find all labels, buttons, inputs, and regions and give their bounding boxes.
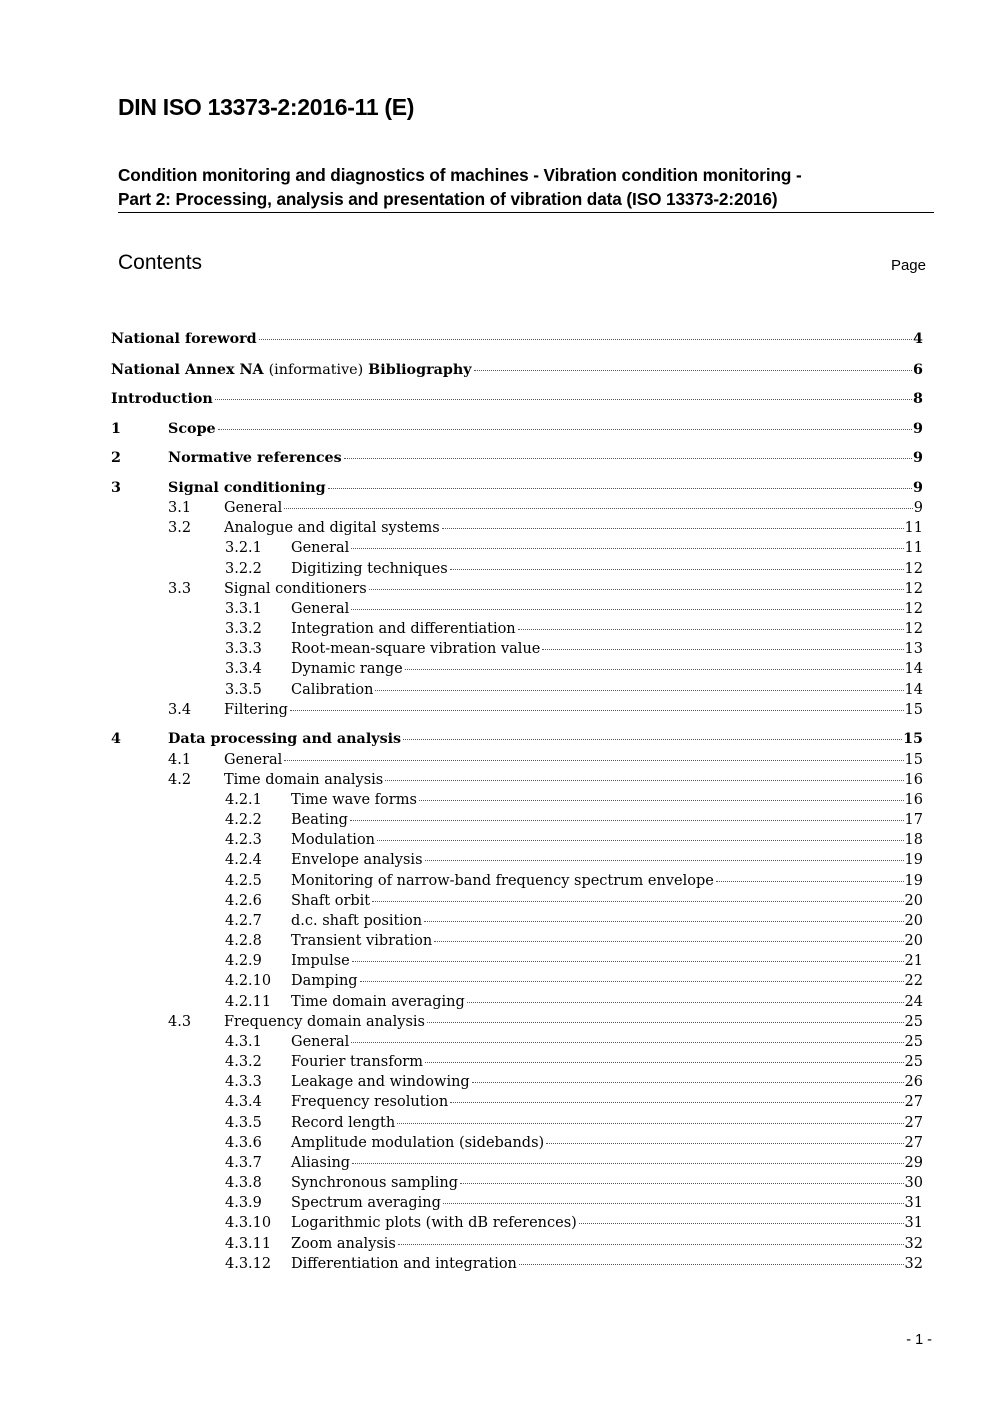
- toc-entry-number: 4.3: [168, 1014, 192, 1030]
- toc-entry-title: Signal conditioners: [224, 581, 367, 597]
- toc-entry-number: 4.2.2: [225, 812, 262, 828]
- toc-leader-dots: [424, 921, 903, 922]
- toc-leader-dots: [351, 609, 903, 610]
- toc-leader-dots: [474, 370, 912, 371]
- toc-entry-number: 3.1: [168, 500, 192, 516]
- toc-entry-number: 3.3: [168, 581, 192, 597]
- toc-entry-page: 12: [904, 601, 923, 617]
- toc-entry-page: 4: [913, 331, 923, 347]
- toc-leader-dots: [442, 528, 904, 529]
- toc-entry[interactable]: [111, 360, 923, 380]
- toc-entry-number: 3.3.2: [225, 621, 262, 637]
- toc-entry-title: Logarithmic plots (with dB references): [291, 1215, 577, 1231]
- toc-leader-dots: [351, 1042, 903, 1043]
- toc-leader-dots: [542, 649, 903, 650]
- toc-entry[interactable]: [225, 559, 923, 579]
- toc-entry-page: 22: [904, 973, 923, 989]
- toc-entry-title: Calibration: [291, 682, 374, 698]
- toc-entry-title: Dynamic range: [291, 661, 403, 677]
- toc-entry-title: Modulation: [291, 832, 376, 848]
- toc-entry-number: 4.2.5: [225, 873, 262, 889]
- toc-entry-number: 4.2.9: [225, 953, 262, 969]
- toc-entry[interactable]: [111, 389, 923, 409]
- toc-entry-page: 18: [904, 832, 923, 848]
- toc-entry-page: 15: [903, 731, 923, 747]
- toc-entry-title: Root-mean-square vibration value: [291, 641, 541, 657]
- toc-leader-dots: [284, 760, 903, 761]
- toc-entry-title: General: [224, 752, 283, 768]
- toc-entry-title: Record length: [291, 1115, 396, 1131]
- toc-entry-number: 4.2.7: [225, 913, 262, 929]
- toc-entry-number: 3.3.3: [225, 641, 262, 657]
- toc-entry-page: 29: [904, 1155, 923, 1171]
- toc-entry-page: 6: [913, 362, 923, 378]
- toc-leader-dots: [405, 669, 904, 670]
- toc-entry-number: 4.3.12: [225, 1256, 272, 1272]
- toc-leader-dots: [443, 1203, 904, 1204]
- toc-entry-number: 4.3.11: [225, 1236, 272, 1252]
- toc-entry-title: Normative references: [168, 450, 342, 466]
- toc-entry-page: 12: [904, 561, 923, 577]
- toc-entry[interactable]: [225, 639, 923, 659]
- toc-leader-dots: [351, 548, 903, 549]
- toc-leader-dots: [369, 589, 904, 590]
- toc-entry[interactable]: [168, 700, 923, 720]
- toc-entry[interactable]: [225, 680, 923, 700]
- toc-entry-number: 4.3.6: [225, 1135, 262, 1151]
- toc-entry[interactable]: [225, 992, 923, 1012]
- toc-entry-title: General: [291, 601, 350, 617]
- toc-entry-title: Zoom analysis: [291, 1236, 396, 1252]
- toc-entry-page: 19: [904, 852, 923, 868]
- toc-entry-page: 27: [904, 1115, 923, 1131]
- toc-entry-page: 9: [913, 450, 923, 466]
- toc-entry-title: Time wave forms: [291, 792, 417, 808]
- toc-entry[interactable]: [168, 518, 923, 538]
- toc-entry-number: 4.3.3: [225, 1074, 262, 1090]
- toc-entry-page: 16: [904, 772, 923, 788]
- toc-entry-page: 14: [904, 682, 923, 698]
- toc-entry-page: 27: [904, 1094, 923, 1110]
- toc-entry-number: 4.3.5: [225, 1115, 262, 1131]
- document-title-line-2: Part 2: Processing, analysis and presentation of vibration data (ISO 13373-2:2016): [118, 189, 778, 209]
- toc-entry-title: Envelope analysis: [291, 852, 423, 868]
- toc-entry[interactable]: [111, 478, 923, 498]
- toc-entry-title: Amplitude modulation (sidebands): [291, 1135, 545, 1151]
- toc-entry-number: 3.3.5: [225, 682, 262, 698]
- toc-leader-dots: [450, 569, 904, 570]
- toc-entry[interactable]: [225, 1173, 923, 1193]
- toc-leader-dots: [218, 429, 912, 430]
- toc-entry[interactable]: [225, 1153, 923, 1173]
- toc-entry-title: Spectrum averaging: [291, 1195, 441, 1211]
- toc-entry-title: Integration and differentiation: [291, 621, 516, 637]
- toc-entry-page: 12: [904, 621, 923, 637]
- toc-leader-dots: [372, 901, 903, 902]
- toc-entry[interactable]: [225, 850, 923, 870]
- toc-entry[interactable]: [225, 810, 923, 830]
- toc-entry[interactable]: [225, 1072, 923, 1092]
- toc-entry[interactable]: [225, 830, 923, 850]
- toc-entry-page: 20: [904, 913, 923, 929]
- toc-entry-title: Aliasing: [291, 1155, 351, 1171]
- toc-entry-page: 15: [904, 702, 923, 718]
- toc-entry-title: Scope: [168, 421, 216, 437]
- toc-entry-page: 24: [904, 994, 923, 1010]
- toc-entry[interactable]: [225, 1213, 923, 1233]
- toc-entry-number: 4.3.8: [225, 1175, 262, 1191]
- toc-entry-title: Introduction: [111, 391, 213, 407]
- toc-entry[interactable]: [225, 911, 923, 931]
- toc-entry-page: 31: [904, 1215, 923, 1231]
- toc-leader-dots: [377, 840, 904, 841]
- toc-entry-number: 4.2: [168, 772, 192, 788]
- toc-entry-title: Fourier transform: [291, 1054, 423, 1070]
- toc-entry-page: 21: [904, 953, 923, 969]
- toc-leader-dots: [360, 981, 904, 982]
- toc-entry-title: Filtering: [224, 702, 288, 718]
- toc-entry-page: 30: [904, 1175, 923, 1191]
- toc-entry[interactable]: [225, 659, 923, 679]
- toc-leader-dots: [385, 780, 903, 781]
- toc-entry-number: 3.3.1: [225, 601, 262, 617]
- toc-entry-page: 32: [904, 1256, 923, 1272]
- toc-entry[interactable]: [111, 329, 923, 349]
- toc-leader-dots: [215, 399, 912, 400]
- contents-heading: Contents: [118, 251, 203, 274]
- toc-entry[interactable]: [168, 770, 923, 790]
- toc-entry-number: 4.2.3: [225, 832, 262, 848]
- toc-entry[interactable]: [111, 729, 923, 749]
- toc-entry[interactable]: [225, 599, 923, 619]
- toc-entry-title: Data processing and analysis: [168, 731, 402, 747]
- toc-entry-page: 25: [904, 1014, 923, 1030]
- toc-entry-title: Beating: [291, 812, 348, 828]
- toc-entry-page: 9: [913, 480, 923, 496]
- toc-entry-page: 9: [913, 500, 923, 516]
- toc-entry-number: 4.3.4: [225, 1094, 262, 1110]
- toc-entry-page: 27: [904, 1135, 923, 1151]
- toc-leader-dots: [352, 961, 904, 962]
- toc-entry-number: 4: [111, 731, 121, 747]
- toc-entry-title: Time domain averaging: [291, 994, 465, 1010]
- toc-entry-page: 26: [904, 1074, 923, 1090]
- toc-entry[interactable]: [225, 1032, 923, 1052]
- toc-entry[interactable]: [225, 790, 923, 810]
- toc-leader-dots: [425, 1062, 904, 1063]
- toc-entry[interactable]: [225, 1052, 923, 1072]
- toc-entry-page: 17: [904, 812, 923, 828]
- toc-entry-number: 4.3.10: [225, 1215, 272, 1231]
- toc-entry-page: 11: [904, 520, 923, 536]
- toc-leader-dots: [419, 800, 904, 801]
- toc-leader-dots: [328, 488, 912, 489]
- toc-entry-number: 3.4: [168, 702, 192, 718]
- toc-entry-title: Signal conditioning: [168, 480, 326, 496]
- toc-entry-number: 4.1: [168, 752, 192, 768]
- toc-entry-number: 2: [111, 450, 121, 466]
- toc-entry[interactable]: [225, 619, 923, 639]
- toc-entry[interactable]: [225, 1234, 923, 1254]
- toc-entry-number: 4.3.2: [225, 1054, 262, 1070]
- toc-entry-number: 4.2.10: [225, 973, 272, 989]
- page-number: - 1 -: [906, 1332, 932, 1348]
- toc-leader-dots: [403, 739, 902, 740]
- toc-entry-page: 14: [904, 661, 923, 677]
- toc-leader-dots: [352, 1163, 903, 1164]
- toc-leader-dots: [434, 941, 903, 942]
- toc-entry-page: 16: [904, 792, 923, 808]
- toc-entry-number: 3: [111, 480, 121, 496]
- toc-entry-number: 3.3.4: [225, 661, 262, 677]
- toc-entry[interactable]: [225, 1113, 923, 1133]
- toc-entry-page: 13: [904, 641, 923, 657]
- toc-entry-title: Frequency domain analysis: [224, 1014, 426, 1030]
- toc-leader-dots: [450, 1102, 903, 1103]
- toc-leader-dots: [579, 1223, 904, 1224]
- toc-entry-page: 20: [904, 893, 923, 909]
- toc-leader-dots: [350, 820, 904, 821]
- page-column-heading: Page: [890, 257, 926, 274]
- toc-entry[interactable]: [168, 750, 923, 770]
- toc-entry-number: 4.2.1: [225, 792, 262, 808]
- toc-entry-title: General: [291, 540, 350, 556]
- toc-entry[interactable]: [225, 931, 923, 951]
- toc-entry[interactable]: [168, 579, 923, 599]
- document-title-line-1: Condition monitoring and diagnostics of machines - Vibration condition monitoring -: [118, 165, 802, 185]
- toc-entry-title: General: [291, 1034, 350, 1050]
- toc-entry[interactable]: [225, 1092, 923, 1112]
- toc-entry[interactable]: [168, 1012, 923, 1032]
- toc-entry-page: 9: [913, 421, 923, 437]
- toc-entry[interactable]: [225, 871, 923, 891]
- toc-entry-page: 12: [904, 581, 923, 597]
- toc-entry-page: 11: [904, 540, 923, 556]
- toc-entry[interactable]: [225, 951, 923, 971]
- toc-entry-title: Monitoring of narrow-band frequency spectrum envelope: [291, 873, 714, 889]
- toc-entry[interactable]: [168, 498, 923, 518]
- toc-entry[interactable]: [225, 538, 923, 558]
- toc-entry-title: National Annex NA (informative) Bibliography: [111, 362, 472, 378]
- toc-entry-number: 4.2.4: [225, 852, 262, 868]
- toc-entry-title: Differentiation and integration: [291, 1256, 517, 1272]
- toc-entry-page: 25: [904, 1034, 923, 1050]
- toc-entry-title: Damping: [291, 973, 358, 989]
- toc-leader-dots: [472, 1082, 904, 1083]
- toc-entry-title: Shaft orbit: [291, 893, 371, 909]
- toc-entry-page: 19: [904, 873, 923, 889]
- toc-leader-dots: [467, 1002, 904, 1003]
- toc-entry[interactable]: [225, 1254, 923, 1274]
- toc-entry-page: 20: [904, 933, 923, 949]
- toc-leader-dots: [284, 508, 912, 509]
- toc-leader-dots: [375, 690, 903, 691]
- toc-entry-number: 4.2.6: [225, 893, 262, 909]
- toc-leader-dots: [425, 860, 904, 861]
- toc-entry-title: Leakage and windowing: [291, 1074, 470, 1090]
- toc-entry-number: 4.2.8: [225, 933, 262, 949]
- toc-leader-dots: [397, 1123, 903, 1124]
- toc-entry[interactable]: [225, 1193, 923, 1213]
- toc-entry-title: d.c. shaft position: [291, 913, 423, 929]
- toc-leader-dots: [546, 1143, 903, 1144]
- toc-entry[interactable]: [225, 1133, 923, 1153]
- toc-entry-page: 32: [904, 1236, 923, 1252]
- toc-entry-title: Frequency resolution: [291, 1094, 449, 1110]
- toc-entry-number: 3.2.1: [225, 540, 262, 556]
- toc-entry-title: Analogue and digital systems: [224, 520, 440, 536]
- toc-entry-title: Synchronous sampling: [291, 1175, 459, 1191]
- toc-entry-title: Digitizing techniques: [291, 561, 448, 577]
- toc-entry-number: 4.3.7: [225, 1155, 262, 1171]
- toc-entry-page: 25: [904, 1054, 923, 1070]
- toc-entry-number: 4.3.9: [225, 1195, 262, 1211]
- toc-entry-title: Impulse: [291, 953, 350, 969]
- toc-entry-number: 4.2.11: [225, 994, 272, 1010]
- toc-leader-dots: [460, 1183, 903, 1184]
- toc-leader-dots: [519, 1264, 904, 1265]
- toc-leader-dots: [259, 339, 912, 340]
- toc-entry[interactable]: [225, 971, 923, 991]
- toc-leader-dots: [398, 1244, 904, 1245]
- toc-entry-page: 15: [904, 752, 923, 768]
- toc-entry-number: 4.3.1: [225, 1034, 262, 1050]
- toc-entry-title: Transient vibration: [291, 933, 433, 949]
- document-standard-id: DIN ISO 13373-2:2016-11 (E): [118, 94, 415, 120]
- toc-leader-dots: [518, 629, 904, 630]
- toc-leader-dots: [427, 1022, 904, 1023]
- toc-entry-title: Time domain analysis: [224, 772, 384, 788]
- toc-entry[interactable]: [225, 891, 923, 911]
- toc-entry-page: 31: [904, 1195, 923, 1211]
- toc-entry-number: 3.2.2: [225, 561, 262, 577]
- toc-entry-number: 1: [111, 421, 121, 437]
- toc-leader-dots: [344, 458, 912, 459]
- toc-entry[interactable]: [111, 419, 923, 439]
- toc-entry[interactable]: [111, 448, 923, 468]
- toc-leader-dots: [290, 710, 904, 711]
- toc-leader-dots: [716, 881, 904, 882]
- toc-entry-number: 3.2: [168, 520, 192, 536]
- toc-entry-title: General: [224, 500, 283, 516]
- toc-entry-title: National foreword: [111, 331, 257, 347]
- toc-entry-page: 8: [913, 391, 923, 407]
